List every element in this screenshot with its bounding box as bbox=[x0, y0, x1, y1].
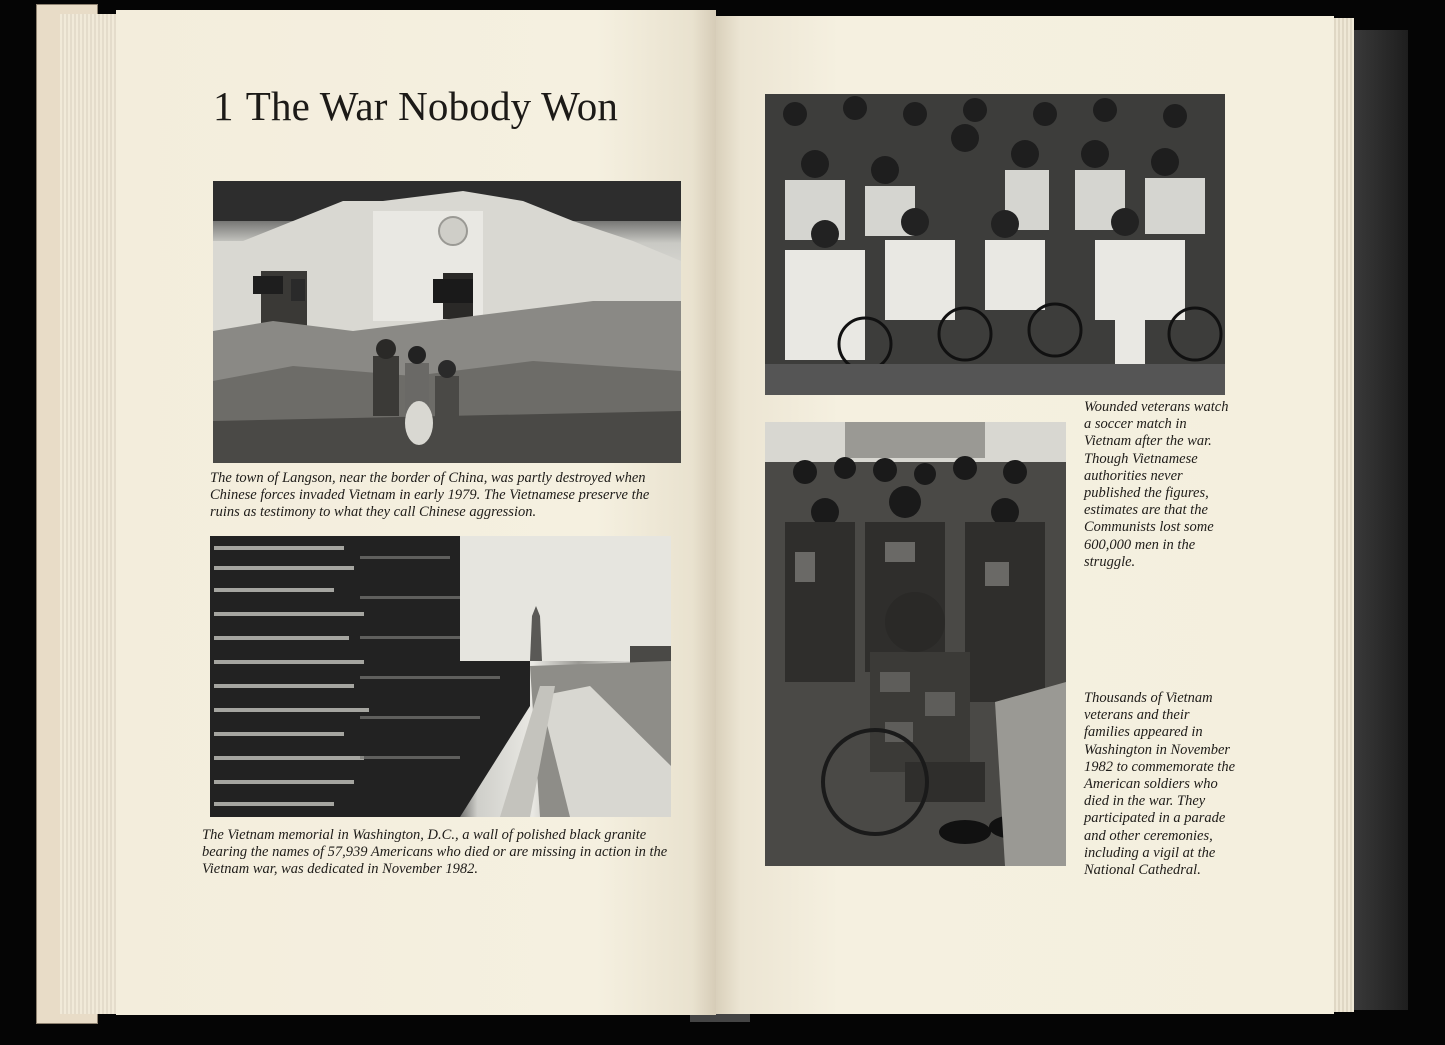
page-stack-right bbox=[1332, 18, 1354, 1012]
photo-wounded-veterans bbox=[765, 94, 1225, 395]
chapter-heading bbox=[213, 82, 618, 130]
caption-memorial: The Vietnam memorial in Washington, D.C., a wall of polished black granite bearing the names of 57,939 Americans who died or are missing in action in the Vietnam war, was dedicated in November 1982. bbox=[202, 827, 668, 878]
chapter-title: The War Nobody Won bbox=[245, 83, 619, 129]
book-cover-right bbox=[1352, 30, 1408, 1010]
photo-langson-ruins bbox=[213, 181, 681, 463]
page-stack-left bbox=[60, 14, 120, 1014]
caption-wounded-veterans: Wounded veterans watch a soccer match in Vietnam after the war. Though Vietnamese authorities never published the figures, estimates are that the Communists lost some 600,000 men in the struggle. bbox=[1084, 399, 1229, 570]
photo-washington-parade bbox=[765, 422, 1066, 866]
chapter-number: 1 bbox=[213, 83, 234, 129]
photo-vietnam-memorial bbox=[210, 536, 671, 817]
caption-langson: The town of Langson, near the border of China, was partly destroyed when Chinese forces invaded Vietnam in early 1979. The Vietnamese preserve the ruins as testimony to what they call Chinese aggression. bbox=[210, 470, 650, 521]
caption-washington-parade: Thousands of Vietnam veterans and their families appeared in Washington in November 1982 to commemorate the American soldiers who died in the war. They participated in a parade and other ceremonies, including a vigil at the National Cathedral. bbox=[1084, 690, 1236, 879]
